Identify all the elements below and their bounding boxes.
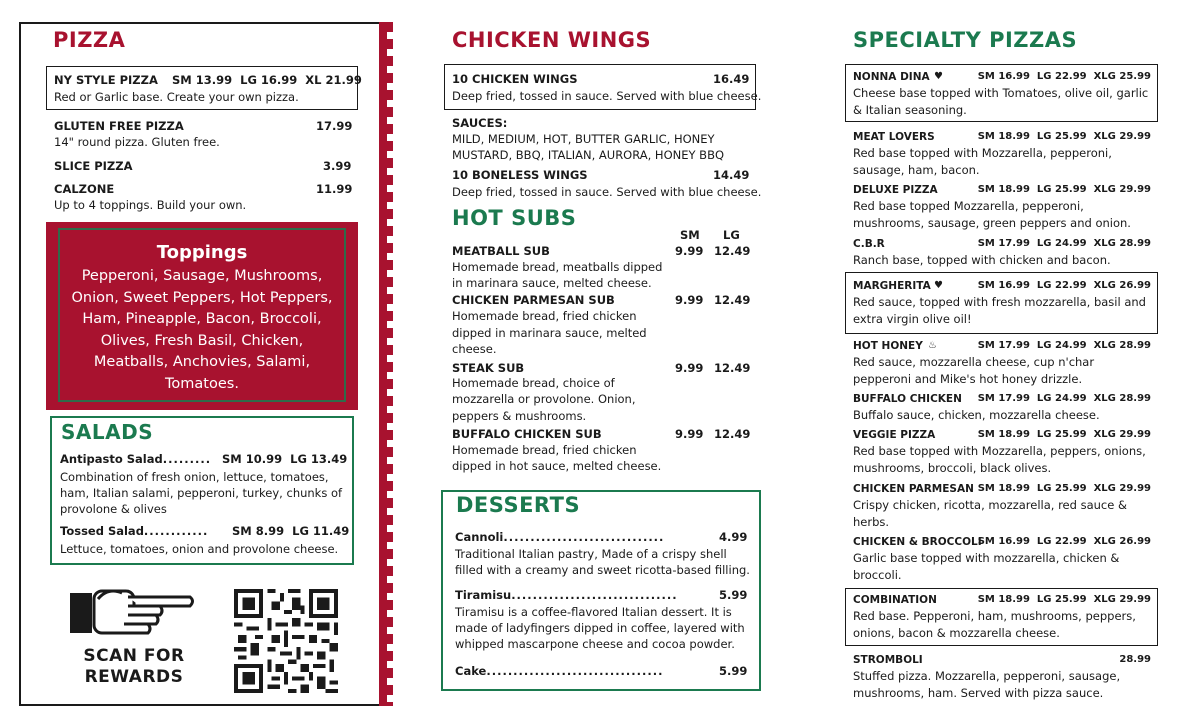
sub-price-lg: 12.49	[714, 361, 751, 375]
sub-name: MEATBALL SUB	[452, 244, 550, 258]
specialty-item-name: CHICKEN PARMESAN	[853, 483, 974, 495]
specialty-item-name: COMBINATION	[853, 594, 937, 606]
heart-icon: ♥	[934, 71, 943, 82]
specialty-item-prices: SM 16.99 LG 22.99 XLG 26.99	[977, 280, 1151, 291]
cake-name: Cake.................................	[455, 664, 664, 678]
tiramisu-desc: Tiramisu is a coffee-flavored Italian dessert. It is made of ladyfingers dipped in coffee, layered with whipped mascarpone cheese and cocoa powder.	[455, 605, 745, 651]
sub-desc: Homemade bread, choice of	[452, 376, 615, 390]
specialty-item-desc: Crispy chicken, ricotta, mozzarella, red sauce & herbs.	[853, 498, 1127, 529]
calzone-name: CALZONE	[54, 182, 115, 196]
calzone-price: 11.99	[316, 182, 353, 196]
ten-wings-price: 16.49	[713, 72, 750, 86]
specialty-item-desc: Red sauce, topped with fresh mozzarella, basil and extra virgin olive oil!	[853, 295, 1146, 326]
sub-desc: Homemade bread, fried chicken	[452, 309, 637, 323]
specialty-item-name: CHICKEN & BROCCOLI	[853, 536, 982, 548]
specialty-item-desc: Cheese base topped with Tomatoes, olive oil, garlic & Italian seasoning.	[853, 86, 1149, 117]
sub-desc: peppers & mushrooms.	[452, 409, 587, 423]
specialty-item-name: HOT HONEY	[853, 340, 923, 352]
sub-desc: Homemade bread, meatballs dipped	[452, 260, 663, 274]
sub-name: BUFFALO CHICKEN SUB	[452, 427, 602, 441]
sub-desc: cheese.	[452, 342, 497, 356]
sub-desc: in marinara sauce, melted cheese.	[452, 276, 652, 290]
sauces-line-1: MILD, MEDIUM, HOT, BUTTER GARLIC, HONEY	[452, 132, 715, 146]
specialty-item-prices: SM 16.99 LG 22.99 XLG 26.99	[977, 536, 1151, 547]
cannoli-price: 4.99	[719, 530, 748, 544]
sub-price-sm: 9.99	[675, 244, 704, 258]
scan-for-rewards	[54, 646, 214, 688]
specialty-item-name: MEAT LOVERS	[853, 131, 935, 143]
tossed-desc: Lettuce, tomatoes, onion and provolone cheese.	[60, 542, 339, 556]
specialty-item-desc: Red base topped with Mozzarella, pepperoni, sausage, ham, bacon.	[853, 146, 1112, 177]
desserts-heading: DESSERTS	[456, 493, 581, 517]
sub-price-sm: 9.99	[675, 361, 704, 375]
red-stripe-solid	[379, 22, 387, 706]
sauces-label: SAUCES:	[452, 116, 508, 130]
sub-price-lg: 12.49	[714, 244, 751, 258]
tiramisu-price: 5.99	[719, 588, 748, 602]
specialty-item-name: C.B.R	[853, 238, 885, 250]
specialty-heading: SPECIALTY PIZZAS	[853, 28, 1078, 52]
boneless-wings-name: 10 BONELESS WINGS	[452, 168, 588, 182]
specialty-item-prices: SM 18.99 LG 25.99 XLG 29.99	[977, 184, 1151, 195]
slice-pizza-price: 3.99	[323, 159, 352, 173]
specialty-item-desc: Stuffed pizza. Mozzarella, pepperoni, sausage, mushrooms, ham. Served with pizza sauce.	[853, 669, 1121, 700]
specialty-item-prices: SM 17.99 LG 24.99 XLG 28.99	[977, 340, 1151, 351]
specialty-item-prices: SM 18.99 LG 25.99 XLG 29.99	[977, 429, 1151, 440]
boneless-wings-price: 14.49	[713, 168, 750, 182]
specialty-item-desc: Red base topped with Mozzarella, peppers, onions, mushrooms, broccoli, black olives.	[853, 444, 1146, 475]
ny-pizza-name: NY STYLE PIZZA	[54, 73, 158, 87]
pizza-heading: PIZZA	[53, 28, 126, 52]
sub-desc: dipped in hot sauce, melted cheese.	[452, 459, 662, 473]
sub-price-sm: 9.99	[675, 293, 704, 307]
ny-pizza-desc: Red or Garlic base. Create your own pizza.	[54, 90, 299, 104]
tiramisu-name: Tiramisu...............................	[455, 588, 678, 602]
specialty-item-desc: Buffalo sauce, chicken, mozzarella cheese.	[853, 408, 1100, 422]
specialty-item-prices: SM 18.99 LG 25.99 XLG 29.99	[977, 483, 1151, 494]
gluten-free-desc: 14" round pizza. Gluten free.	[54, 135, 220, 149]
specialty-item-prices: SM 16.99 LG 22.99 XLG 25.99	[977, 71, 1151, 82]
antipasto-name: Antipasto Salad.........	[60, 452, 212, 466]
salads-heading: SALADS	[61, 420, 154, 444]
wings-heading: CHICKEN WINGS	[452, 28, 652, 52]
sub-name: STEAK SUB	[452, 361, 525, 375]
gluten-free-price: 17.99	[316, 119, 353, 133]
scan-line-2: REWARDS	[84, 667, 184, 687]
specialty-item-name: MARGHERITA	[853, 280, 931, 292]
cake-price: 5.99	[719, 664, 748, 678]
slice-pizza-name: SLICE PIZZA	[54, 159, 133, 173]
toppings-list: Pepperoni, Sausage, Mushrooms, Onion, Sweet Peppers, Hot Peppers, Ham, Pineapple, Bacon, Broccoli, Olives, Fresh Basil, Chicken, Meatballs, Anchovies, Salami, Tomatoes.	[71, 268, 333, 392]
specialty-item-name: VEGGIE PIZZA	[853, 429, 936, 441]
specialty-item-desc: Red base. Pepperoni, ham, mushrooms, peppers, onions, bacon & mozzarella cheese.	[853, 609, 1136, 640]
ten-wings-desc: Deep fried, tossed in sauce. Served with blue cheese.	[452, 89, 762, 103]
specialty-item-prices: SM 17.99 LG 24.99 XLG 28.99	[977, 393, 1151, 404]
tossed-prices: SM 8.99 LG 11.49	[232, 524, 350, 538]
pointing-hand-icon	[68, 583, 196, 639]
toppings-title: Toppings	[156, 242, 248, 263]
ny-pizza-prices: SM 13.99 LG 16.99 XL 21.99	[172, 73, 362, 87]
gluten-free-name: GLUTEN FREE PIZZA	[54, 119, 184, 133]
heart-icon: ♥	[934, 280, 943, 291]
specialty-item-desc: Ranch base, topped with chicken and bacon.	[853, 253, 1111, 267]
sub-desc: dipped in marinara sauce, melted	[452, 326, 647, 340]
qr-code[interactable]	[234, 589, 338, 693]
sub-name: CHICKEN PARMESAN SUB	[452, 293, 615, 307]
sauces-line-2: MUSTARD, BBQ, ITALIAN, AURORA, HONEY BBQ	[452, 148, 725, 162]
specialty-item-desc: Red base topped Mozzarella, pepperoni, mushrooms, sausage, green peppers and onion.	[853, 199, 1131, 230]
ten-wings-name: 10 CHICKEN WINGS	[452, 72, 578, 86]
specialty-item-name: NONNA DINA	[853, 71, 930, 83]
specialty-item-prices: SM 18.99 LG 25.99 XLG 29.99	[977, 131, 1151, 142]
antipasto-desc: Combination of fresh onion, lettuce, tomatoes, ham, Italian salami, pepperoni, turkey, chunks of provolone & olives	[60, 470, 343, 516]
specialty-item-name: STROMBOLI	[853, 654, 923, 666]
specialty-item-desc: Garlic base topped with mozzarella, chicken & broccoli.	[853, 551, 1120, 582]
tossed-name: Tossed Salad............	[60, 524, 209, 538]
antipasto-prices: SM 10.99 LG 13.49	[222, 452, 348, 466]
calzone-desc: Up to 4 toppings. Build your own.	[54, 198, 247, 212]
specialty-item-name: DELUXE PIZZA	[853, 184, 938, 196]
scan-line-1: SCAN FOR	[83, 646, 185, 666]
boneless-wings-desc: Deep fried, tossed in sauce. Served with blue cheese.	[452, 185, 762, 199]
specialty-item-prices: SM 18.99 LG 25.99 XLG 29.99	[977, 594, 1151, 605]
subs-heading: HOT SUBS	[452, 206, 577, 230]
specialty-item-name: BUFFALO CHICKEN	[853, 393, 962, 405]
sub-price-lg: 12.49	[714, 293, 751, 307]
sub-price-lg: 12.49	[714, 427, 751, 441]
subs-col-sm: SM	[680, 228, 700, 242]
sub-price-sm: 9.99	[675, 427, 704, 441]
specialty-item-prices: 28.99	[1119, 654, 1151, 665]
sub-desc: mozzarella or provolone. Onion,	[452, 392, 636, 406]
flame-icon: ♨	[928, 340, 937, 351]
cannoli-name: Cannoli..............................	[455, 530, 665, 544]
specialty-item-prices: SM 17.99 LG 24.99 XLG 28.99	[977, 238, 1151, 249]
subs-col-lg: LG	[723, 228, 740, 242]
cannoli-desc: Traditional Italian pastry, Made of a crispy shell filled with a creamy and sweet ricotta-based filling.	[455, 547, 750, 577]
sub-desc: Homemade bread, fried chicken	[452, 443, 637, 457]
specialty-item-desc: Red sauce, mozzarella cheese, cup n'char pepperoni and Mike's hot honey drizzle.	[853, 355, 1095, 386]
